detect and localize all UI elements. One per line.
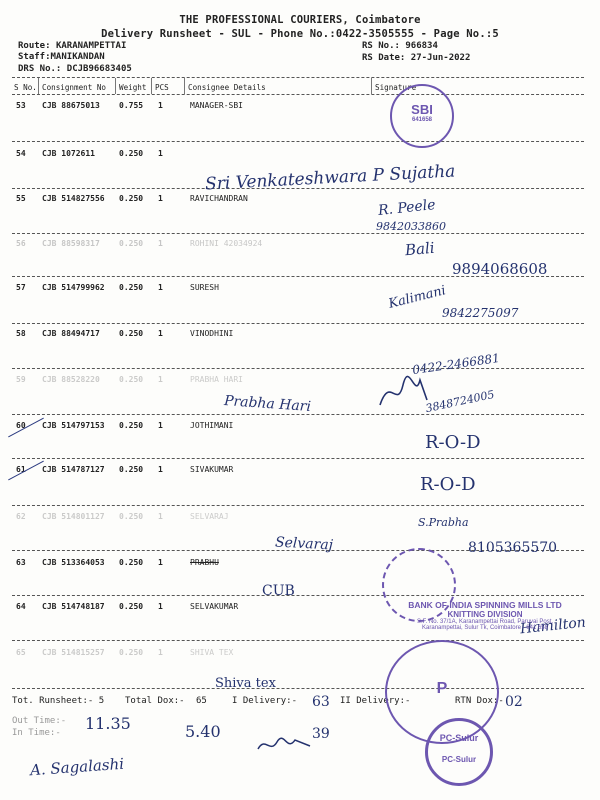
handwritten-i-delivery: 63 [312,694,330,710]
row-pcs: 1 [158,512,163,521]
row-weight: 0.250 [119,375,144,384]
row-consignment: CJB 514799962 [42,283,105,292]
row-weight: 0.250 [119,558,144,567]
row-consignment: CJB 514827556 [42,194,105,203]
row-sno: 53 [16,101,26,110]
row-consignment: CJB 88675013 [42,101,100,110]
in-time-label: In Time:- [12,728,61,738]
handwritten-signature: CUB [262,583,295,599]
handwritten-phone: 9842275097 [442,306,519,320]
row-rule [12,323,584,324]
row-pcs: 1 [158,194,163,203]
row-weight: 0.250 [119,194,144,203]
pc-sulur-stamp [425,718,493,786]
row-pcs: 1 [158,149,163,158]
row-weight: 0.250 [119,602,144,611]
header-bottom-rule [12,94,584,95]
row-sno: 62 [16,512,26,521]
row-rule [12,458,584,459]
row-consignee: SHIVA TEX [190,648,234,657]
row-pcs: 1 [158,283,163,292]
row-sno: 61 [16,465,26,474]
col-divider [151,78,152,94]
row-pcs: 1 [158,101,163,110]
route-line [18,41,126,51]
row-consignment: CJB 514815257 [42,648,105,657]
row-consignment: CJB 514801127 [42,512,105,521]
handwritten-phone: 3848724005 [424,387,496,416]
row-weight: 0.250 [119,239,144,248]
round-seal [382,548,456,622]
handwritten-signature: Shiva tex [215,676,276,691]
row-rule [12,368,584,369]
row-pcs: 1 [158,421,163,430]
row-weight: 0.250 [119,421,144,430]
handwritten-signature: Sri Venkateshwara P Sujatha [204,161,456,195]
handwritten-out-time: 11.35 [85,714,131,733]
row-consignee: SURESH [190,283,219,292]
i-delivery-label: I Delivery:- [232,696,298,706]
sbi-logo: SBI [411,102,433,117]
row-weight: 0.250 [119,149,144,158]
row-rule [12,233,584,234]
row-consignment: CJB 88494717 [42,329,100,338]
handwritten-phone: 8105365570 [468,540,558,556]
handwritten-rtn: 02 [505,694,523,710]
handwritten-signature: Hamilton [519,614,587,638]
col-consignment: Consignment No [42,83,107,92]
sbi-pin: 641658 [411,117,433,123]
sbi-stamp [390,84,454,148]
row-pcs: 1 [158,648,163,657]
row-pcs: 1 [158,558,163,567]
header-top-rule [12,77,584,78]
col-divider [184,78,185,94]
drs-line [18,64,132,74]
col-consignee: Consignee Details [188,83,266,92]
col-pcs: PCS [155,83,169,92]
handwritten-signature: S.Prabha [418,516,469,529]
rs-date-value: 27-Jun-2022 [410,53,471,63]
row-consignment: CJB 513364053 [42,558,105,567]
row-weight: 0.250 [119,465,144,474]
row-sno: 54 [16,149,26,158]
col-weight: Weight [119,83,147,92]
col-signature: Signature [375,83,417,92]
handwritten-rod: R-O-D [420,474,476,495]
total-dox-value: 65 [196,696,207,706]
col-divider [38,78,39,94]
pc-sulur-text: PC-Sulur [439,733,479,743]
ii-delivery-label: II Delivery:- [340,696,411,706]
row-consignment: CJB 1072611 [42,149,95,158]
row-sno: 58 [16,329,26,338]
scribble-signature [255,734,315,756]
row-consignment: CJB 514797153 [42,421,105,430]
strike-mark [8,461,44,481]
row-consignee: RAVICHANDRAN [190,194,248,203]
row-sno: 59 [16,375,26,384]
rs-no-line [362,41,438,51]
staff-label: Staff: [18,52,51,62]
mill-address: S.F. No. 37/1A, Karanampettai Road, Paruvai Post, [416,619,554,625]
row-sno: 57 [16,283,26,292]
row-consignment: CJB 88528220 [42,375,100,384]
mill-division: KNITTING DIVISION [447,610,523,619]
mill-address-2: Karanampettai, Sulur Tk, Coimbatore - 641 658 [422,625,548,631]
rs-no-value: 966834 [405,41,438,51]
company-title: THE PROFESSIONAL COURIERS, Coimbatore [179,14,421,26]
staff-value: MANIKANDAN [50,52,105,62]
pc-sulur-text-2: PC-Sulur [441,755,477,764]
row-consignee: MANAGER-SBI [190,101,243,110]
strike-mark [8,418,44,438]
route-label: Route: [18,41,51,51]
handwritten-signature: Prabha Hari [223,392,312,416]
row-pcs: 1 [158,465,163,474]
row-consignee: SELVAKUMAR [190,602,239,611]
row-sno: 60 [16,421,26,430]
row-consignment: CJB 514748187 [42,602,105,611]
handwritten-in-time: 5.40 [185,722,221,741]
drs-value: DCJB96683405 [66,64,132,74]
stamp-initial: P [436,680,448,697]
handwritten-phone: 9894068608 [452,260,548,278]
row-rule [12,640,584,641]
row-pcs: 1 [158,602,163,611]
drs-label: DRS No.: [18,64,62,74]
col-sno: S No. [14,83,37,92]
row-pcs: 1 [158,375,163,384]
row-consignee: JOTHIMANI [190,421,234,430]
handwritten-signature: R. Peele [377,197,437,219]
mill-name: BANK OF INDIA SPINNING MILLS LTD [408,600,562,610]
rs-date-line [362,53,470,63]
row-consignee: PRABHA HARI [190,375,243,384]
col-divider [371,78,372,94]
tot-runsheet: Tot. Runsheet:- 5 [12,696,105,706]
row-consignee: PRABHU [190,558,219,567]
row-sno: 56 [16,239,26,248]
row-consignee: ROHINI 42034924 [190,239,263,248]
row-consignment: CJB 514787127 [42,465,105,474]
row-rule [12,595,584,596]
handwritten-rod: R-O-D [425,432,481,453]
row-weight: 0.250 [119,512,144,521]
row-consignment: CJB 88598317 [42,239,100,248]
handwritten-phone: 9842033860 [376,220,446,233]
handwritten-signature: Bali [404,238,436,260]
rs-no-label: RS No.: [362,41,400,51]
row-weight: 0.250 [119,283,144,292]
route-value: KARANAMPETTAI [55,41,127,51]
staff-line [18,52,105,62]
row-rule [12,505,584,506]
handwritten-signature: Selvaraj [274,534,334,554]
rtn-dox-label: RTN Dox:- [455,696,504,706]
row-pcs: 1 [158,329,163,338]
row-sno: 63 [16,558,26,567]
out-time-label: Out Time:- [12,716,67,726]
col-divider [115,78,116,94]
scribble-signature [375,370,435,415]
row-rule [12,141,584,142]
rs-date-label: RS Date: [362,53,406,63]
row-sno: 65 [16,648,26,657]
handwritten-number: 39 [312,726,330,742]
row-sno: 55 [16,194,26,203]
handwritten-signature: Kalimani [387,283,448,312]
row-pcs: 1 [158,239,163,248]
row-weight: 0.250 [119,329,144,338]
row-consignee: SELVARAJ [190,512,229,521]
row-consignee: VINODHINI [190,329,234,338]
staff-signature: A. Sagalashi [29,754,125,780]
total-dox-label: Total Dox:- [125,696,185,706]
row-weight: 0.755 [119,101,144,110]
row-sno: 64 [16,602,26,611]
row-consignee: SIVAKUMAR [190,465,234,474]
row-weight: 0.250 [119,648,144,657]
handwritten-phone: 0422-2466881 [411,350,501,378]
runsheet-subtitle: Delivery Runsheet - SUL - Phone No.:0422-3505555 - Page No.:5 [101,28,499,40]
